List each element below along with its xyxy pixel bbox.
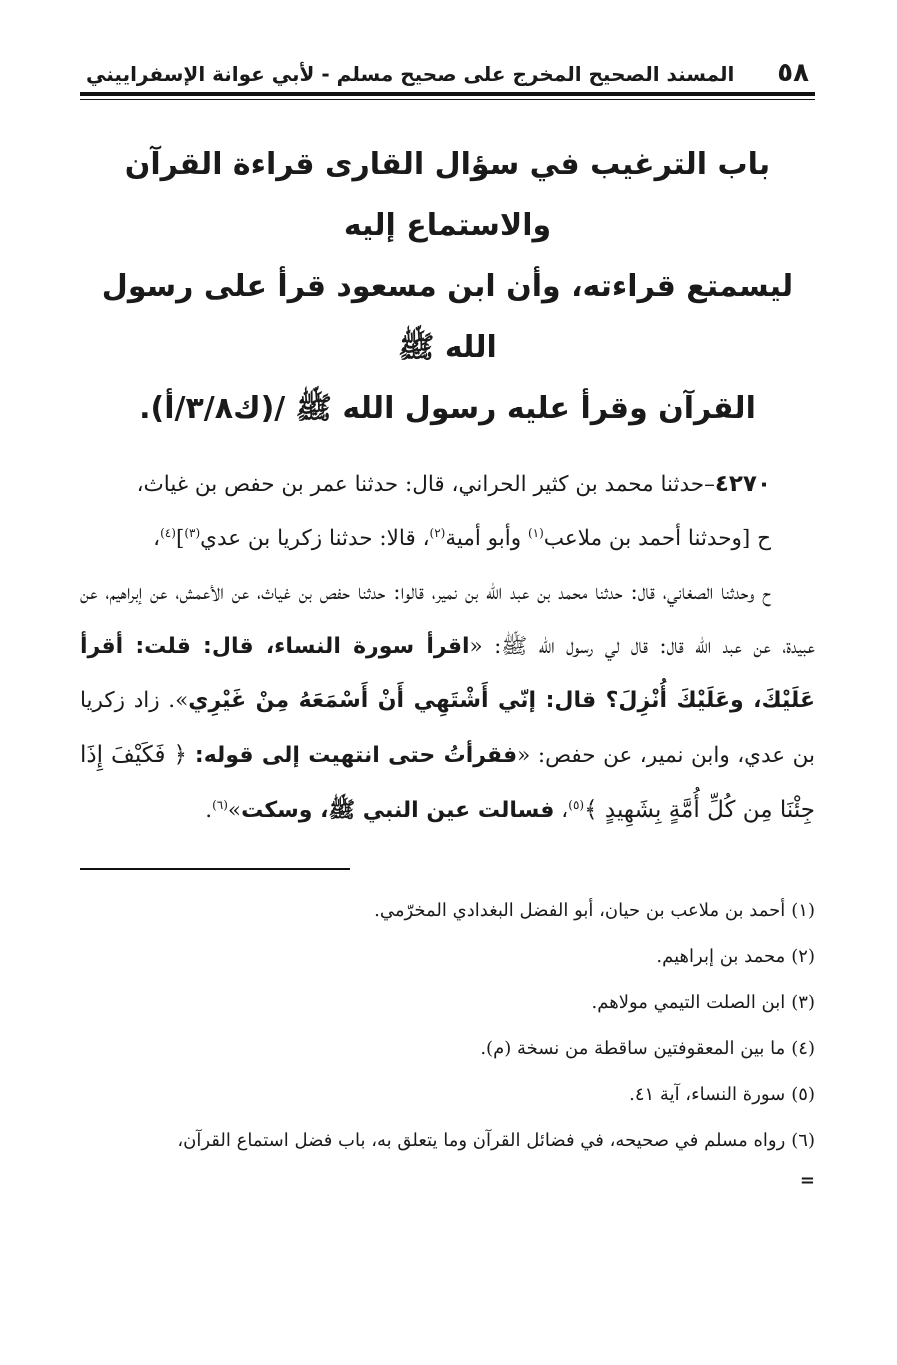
footnote-number: (٣) (791, 992, 815, 1013)
footnote-text: محمد بن إبراهيم. (656, 946, 786, 967)
page-number: ٥٨ (777, 58, 809, 88)
footnote-2 (80, 934, 815, 980)
footnote-3 (80, 980, 815, 1026)
running-header (80, 58, 815, 96)
isnad-text-2c: ، قالا: حدثنا زكريا بن عدي (200, 526, 430, 551)
hadith-body (80, 457, 815, 838)
footnote-ref-4: (٤) (160, 525, 176, 540)
matn-bold-3: فسالت عين النبي ﷺ، وسكت (241, 798, 555, 823)
isnad-text-2d: ] (175, 526, 185, 551)
chapter-title (80, 134, 815, 439)
footnote-6 (80, 1118, 815, 1164)
footnote-text: ما بين المعقوفتين ساقطة من نسخة (م). (480, 1038, 786, 1059)
chapter-title-line-1: باب الترغيب في سؤال القارى قراءة القرآن والاستماع إليه (124, 147, 771, 243)
footnote-number: (٢) (791, 946, 815, 967)
footnote-ref-5: (٥) (568, 797, 585, 812)
isnad-text-2e: ، (153, 526, 161, 551)
footnote-number: (٦) (791, 1130, 815, 1151)
isnad-text-1: –حدثنا محمد بن كثير الحراني، قال: حدثنا عمر بن حفص بن غياث، (136, 472, 715, 497)
matn-text-a: ح وحدثنا الصغاني، قال: حدثنا محمد بن عبد الله بن نمير، قالوا: حدثنا حفص بن غياث، عن الأعمش، عن إبراهيم، عن عبيدة، عن عبد الله قال: قال لي رسول الله ﷺ: « (80, 580, 816, 659)
footnote-number: (٤) (791, 1038, 815, 1059)
continuation-mark: = (799, 1170, 815, 1191)
footnote-1 (80, 888, 815, 934)
footnote-number: (٥) (791, 1084, 815, 1105)
hadith-matn (80, 566, 815, 838)
chapter-title-line-2: ليسمتع قراءته، وأن ابن مسعود قرأ على رسول الله ﷺ (101, 269, 794, 365)
footnote-4 (80, 1026, 815, 1072)
hadith-isnad-1 (80, 457, 815, 512)
footnote-5 (80, 1072, 815, 1118)
matn-text-b: ». زاد زكريا بن عدي، وابن نمير، عن حفص: « (80, 688, 815, 768)
footnotes (80, 888, 815, 1164)
footnote-text: أحمد بن ملاعب بن حيان، أبو الفضل البغدادي المخرّمي. (374, 900, 786, 921)
footnote-separator (80, 868, 350, 870)
hadith-number: ٤٢٧٠ (714, 471, 771, 497)
running-title: المسند الصحيح المخرج على صحيح مسلم - لأبي عوانة الإسفراييني (86, 62, 735, 86)
isnad-text-2b: وأبو أمية (445, 526, 528, 551)
matn-text-e: . (205, 798, 213, 823)
book-page (80, 58, 815, 1298)
footnote-ref-2: (٢) (429, 525, 446, 540)
footnote-text: ابن الصلت التيمي مولاهم. (591, 992, 786, 1013)
header-rule (80, 99, 815, 100)
footnote-ref-6: (٦) (212, 797, 228, 812)
quran-verse: ﴿ فَكَيْفَ إِذَا جِئْنَا مِن كُلِّ أُمَّةٍ بِشَهِيدٍ ﴾ (80, 742, 815, 823)
footnote-number: (١) (791, 900, 815, 921)
matn-text-d: » (227, 798, 242, 823)
footnote-text: رواه مسلم في صحيحه، في فضائل القرآن وما يتعلق به، باب فضل استماع القرآن، (177, 1130, 786, 1151)
matn-bold-1: اقرأ سورة النساء، قال: قلت: أقرأ عَلَيْكَ، وعَلَيْكَ أُنْزِلَ؟ قال: إنّي أَشْتَهِي أَنْ أَسْمَعَهُ مِنْ غَيْرِي (80, 634, 815, 713)
footnote-text: سورة النساء، آية ٤١. (629, 1084, 786, 1105)
matn-text-c: ، (554, 798, 569, 823)
isnad-text-2a: ح [وحدثنا أحمد بن ملاعب (543, 526, 771, 551)
hadith-isnad-2 (80, 512, 815, 566)
chapter-title-line-3: القرآن وقرأ عليه رسول الله ﷺ /(ك٣/٨/أ). (139, 391, 756, 426)
footnote-ref-1: (١) (527, 525, 544, 540)
footnote-ref-3: (٣) (184, 525, 201, 540)
matn-bold-2: فقرأتُ حتى انتهيت إلى قوله: (194, 743, 518, 768)
